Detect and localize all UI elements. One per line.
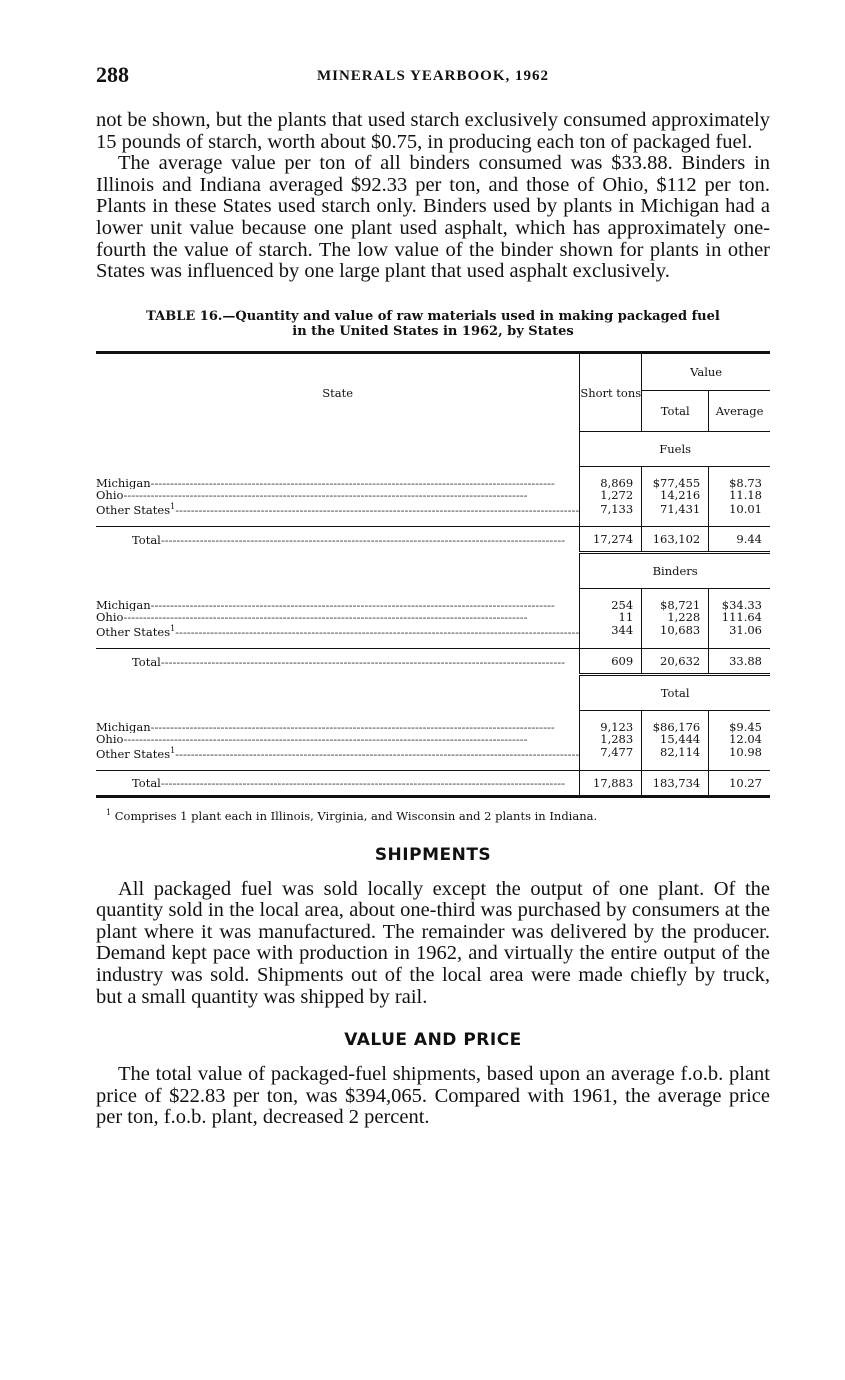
state-name: Michigan xyxy=(96,599,151,612)
table-row xyxy=(96,733,770,745)
intro-paragraph-2: The average value per ton of all binders consumed was $33.88. Binders in Illinois and Indiana averaged $92.33 per ton, and those of Ohio, $112 per ton. Plants in these States used starch only. Binders used by plants in Michigan had a lower unit value because one plant used asphalt, which has approximately one-fourth the value of starch. The low value of the binder shown for plants in other States was influenced by one large plant that used asphalt exclusively. xyxy=(96,152,770,283)
footnote-ref: 1 xyxy=(170,502,176,512)
short-tons-cell: 1,272 xyxy=(580,489,642,501)
leader-dots: -------------------------------------------------------------------------------------------------------- xyxy=(160,654,565,669)
value-price-paragraph: The total value of packaged-fuel shipments, based upon an average f.o.b. plant price of $22.83 per ton, was $394,065. Compared with 1961, the average price per ton, f.o.b. plant, decreased 2 percent. xyxy=(96,1063,770,1129)
table-caption-line-1: TABLE 16.—Quantity and value of raw materials used in making packaged fuel xyxy=(146,308,720,324)
section-label: Binders xyxy=(580,553,770,589)
leader-dots: -------------------------------------------------------------------------------------------------------- xyxy=(160,775,565,790)
document-page xyxy=(96,62,770,1129)
footnote-marker: 1 xyxy=(106,807,112,817)
state-name: Michigan xyxy=(96,477,151,490)
short-tons-cell: 9,123 xyxy=(580,721,642,733)
footnote-text: Comprises 1 plant each in Illinois, Virginia, and Wisconsin and 2 plants in Indiana. xyxy=(114,808,598,823)
state-name: Ohio xyxy=(96,489,124,502)
total-row xyxy=(96,527,770,553)
total-label: Total xyxy=(132,775,161,790)
page-header xyxy=(96,62,770,96)
value-average-cell: 11.18 xyxy=(709,489,770,501)
state-name: Other States xyxy=(96,746,171,760)
short-tons-cell: 11 xyxy=(580,611,642,623)
value-total-cell: 15,444 xyxy=(642,733,709,745)
footnote-ref: 1 xyxy=(170,624,176,634)
state-name: Other States xyxy=(96,624,171,638)
state-cell xyxy=(96,745,580,760)
total-label-cell xyxy=(96,770,580,795)
value-average-total-cell: 9.44 xyxy=(709,527,770,553)
short-tons-cell: 344 xyxy=(580,623,642,638)
value-total-sum-cell: 163,102 xyxy=(642,527,709,553)
raw-materials-table xyxy=(96,351,770,798)
leader-dots: -------------------------------------------------------------------------------------------------------- xyxy=(175,746,580,760)
intro-paragraph-1: not be shown, but the plants that used starch exclusively consumed approximately 15 pounds of starch, worth about $0.75, in producing each ton of packaged fuel. xyxy=(96,109,770,153)
short-tons-cell: 254 xyxy=(580,599,642,611)
total-label: Total xyxy=(132,654,161,669)
value-total-cell: $86,176 xyxy=(642,721,709,733)
table-footnote xyxy=(96,808,770,823)
value-total-sum-cell: 20,632 xyxy=(642,648,709,674)
state-cell xyxy=(96,477,580,489)
table-caption-line-2: in the United States in 1962, by States xyxy=(292,323,574,339)
total-label: Total xyxy=(132,532,161,547)
value-total-cell: 10,683 xyxy=(642,623,709,638)
total-label-cell xyxy=(96,527,580,553)
section-label: Total xyxy=(580,674,770,710)
value-average-cell: 111.64 xyxy=(709,611,770,623)
running-title: MINERALS YEARBOOK, 1962 xyxy=(316,68,550,84)
table-row xyxy=(96,745,770,760)
state-name: Other States xyxy=(96,503,171,517)
total-row xyxy=(96,770,770,795)
value-total-sum-cell: 183,734 xyxy=(642,770,709,795)
page-number: 288 xyxy=(96,62,129,87)
table-row xyxy=(96,623,770,638)
value-price-heading: VALUE AND PRICE xyxy=(344,1030,522,1051)
section-label: Fuels xyxy=(580,432,770,467)
total-label-cell xyxy=(96,648,580,674)
intro-text xyxy=(96,110,770,283)
short-tons-cell: 1,283 xyxy=(580,733,642,745)
leader-dots: -------------------------------------------------------------------------------------------------------- xyxy=(175,624,580,638)
header-state: State xyxy=(96,352,580,432)
table-row xyxy=(96,489,770,501)
section-header-row xyxy=(96,674,770,710)
leader-dots: -------------------------------------------------------------------------------------------------------- xyxy=(150,720,555,733)
value-average-cell: 12.04 xyxy=(709,733,770,745)
value-total-cell: 71,431 xyxy=(642,501,709,516)
footnote-ref: 1 xyxy=(170,745,176,755)
value-total-cell: $77,455 xyxy=(642,477,709,489)
header-short-tons: Short tons xyxy=(580,352,642,432)
value-average-cell: 31.06 xyxy=(709,623,770,638)
state-cell xyxy=(96,599,580,611)
short-tons-cell: 8,869 xyxy=(580,477,642,489)
state-name: Michigan xyxy=(96,720,151,733)
state-cell xyxy=(96,501,580,516)
shipments-paragraph: All packaged fuel was sold locally except the output of one plant. Of the quantity sold in the local area, about one-third was purchased by consumers at the plant where it was manufactured. The remainder was delivered by the producer. Demand kept pace with production in 1962, and virtually the entire output of the industry was sold. Shipments out of the local area were made chiefly by truck, but a small quantity was shipped by rail. xyxy=(96,877,770,1008)
shipments-heading: SHIPMENTS xyxy=(374,844,492,865)
leader-dots: -------------------------------------------------------------------------------------------------------- xyxy=(150,599,555,612)
table-row xyxy=(96,501,770,516)
value-average-total-cell: 33.88 xyxy=(709,648,770,674)
value-average-total-cell: 10.27 xyxy=(709,770,770,795)
total-row xyxy=(96,648,770,674)
value-average-cell: 10.98 xyxy=(709,745,770,760)
value-average-cell: 10.01 xyxy=(709,501,770,516)
table-row xyxy=(96,611,770,623)
value-total-cell: 1,228 xyxy=(642,611,709,623)
value-total-cell: 14,216 xyxy=(642,489,709,501)
leader-dots: -------------------------------------------------------------------------------------------------------- xyxy=(123,489,528,502)
short-tons-total-cell: 17,883 xyxy=(580,770,642,795)
value-average-cell: $8.73 xyxy=(709,477,770,489)
leader-dots: -------------------------------------------------------------------------------------------------------- xyxy=(150,477,555,490)
leader-dots: -------------------------------------------------------------------------------------------------------- xyxy=(123,732,528,745)
leader-dots: -------------------------------------------------------------------------------------------------------- xyxy=(123,611,528,624)
value-total-cell: $8,721 xyxy=(642,599,709,611)
short-tons-cell: 7,133 xyxy=(580,501,642,516)
state-cell xyxy=(96,611,580,623)
short-tons-total-cell: 609 xyxy=(580,648,642,674)
header-value: Value xyxy=(642,352,770,390)
leader-dots: -------------------------------------------------------------------------------------------------------- xyxy=(175,503,580,517)
state-cell xyxy=(96,489,580,501)
value-average-cell: $34.33 xyxy=(709,599,770,611)
leader-dots: -------------------------------------------------------------------------------------------------------- xyxy=(160,532,565,547)
section-header-row xyxy=(96,553,770,589)
state-cell xyxy=(96,721,580,733)
state-cell xyxy=(96,623,580,638)
header-total: Total xyxy=(642,390,709,431)
state-name: Ohio xyxy=(96,732,124,745)
header-average: Average xyxy=(709,390,770,431)
value-average-cell: $9.45 xyxy=(709,721,770,733)
section-header-row xyxy=(96,432,770,467)
value-total-cell: 82,114 xyxy=(642,745,709,760)
short-tons-total-cell: 17,274 xyxy=(580,527,642,553)
state-cell xyxy=(96,733,580,745)
state-name: Ohio xyxy=(96,611,124,624)
short-tons-cell: 7,477 xyxy=(580,745,642,760)
table-caption xyxy=(96,309,770,339)
